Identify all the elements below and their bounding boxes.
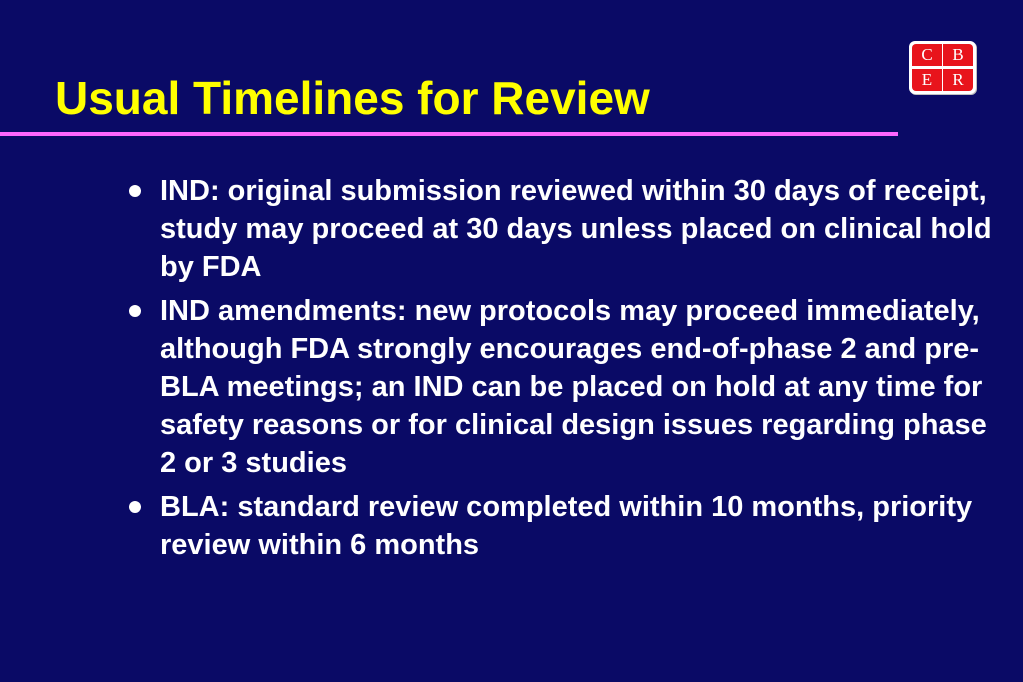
title-underline [0,132,898,136]
logo-letter-r: R [943,69,973,91]
bullet-list [126,172,996,570]
bullet-text: IND amendments: new protocols may proceed immediately, although FDA strongly encourages end-of-phase 2 and pre-BLA meetings; an IND can be placed on hold at any time for safety reasons or for clinical design issues regarding phase 2 or 3 studies [160,295,987,479]
bullet-text: BLA: standard review completed within 10 months, priority review within 6 months [160,491,973,561]
logo-letter-b: B [943,44,973,66]
bullet-dot-icon [129,501,141,513]
bullet-dot-icon [129,185,141,197]
bullet-ind-amendments [126,292,996,482]
slide-title: Usual Timelines for Review [55,72,650,124]
logo-letter-e: E [912,69,942,91]
bullet-bla [126,488,996,564]
bullet-dot-icon [129,305,141,317]
bullet-ind [126,172,996,286]
cber-logo [909,41,976,94]
bullet-text: IND: original submission reviewed within 30 days of receipt, study may proceed at 30 days unless placed on clinical hold by FDA [160,175,992,283]
logo-letter-c: C [912,44,942,66]
